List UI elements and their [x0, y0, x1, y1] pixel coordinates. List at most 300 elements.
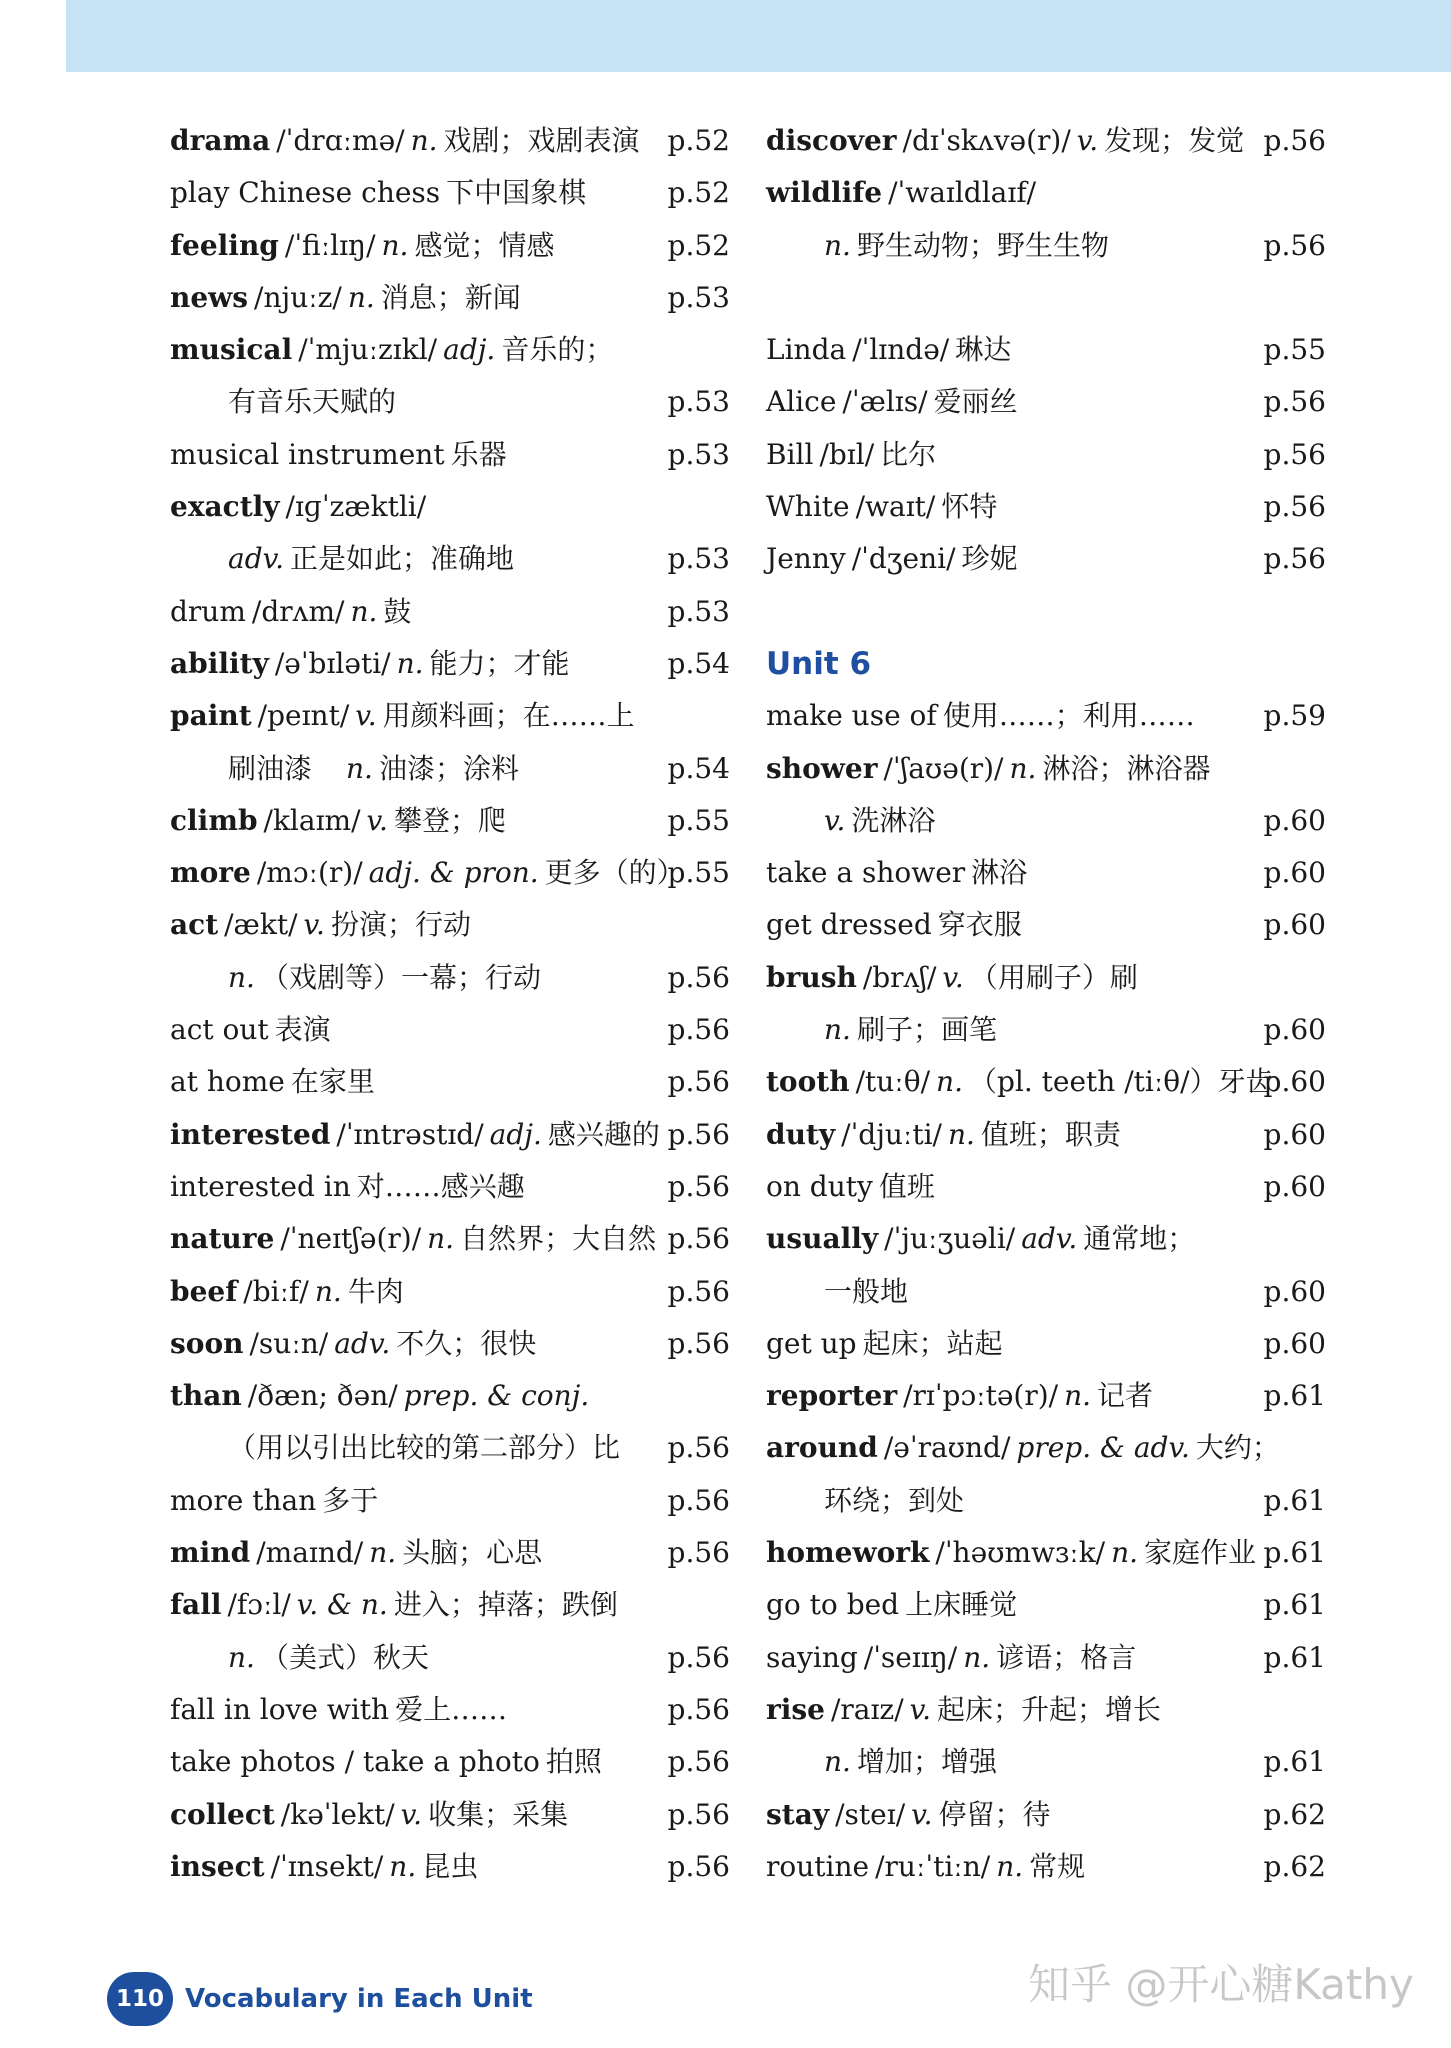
- part-of-speech: v.: [1076, 124, 1099, 157]
- headword: act: [170, 908, 219, 942]
- vocab-entry: [170, 481, 730, 533]
- headword: usually: [766, 1222, 879, 1256]
- vocab-entry: [766, 1004, 1326, 1056]
- chinese-meaning: （用以引出比较的第二部分）比: [228, 1431, 621, 1465]
- page-reference: p.56: [667, 1013, 730, 1047]
- chinese-meaning: 野生动物；野生生物: [856, 228, 1109, 262]
- phonetic: /brʌʃ/: [862, 960, 937, 994]
- chinese-meaning: 家庭作业: [1144, 1536, 1257, 1570]
- page-reference: p.56: [667, 1117, 730, 1151]
- chinese-meaning: 不久；很快: [396, 1326, 537, 1360]
- phrase: interested in: [170, 1169, 351, 1203]
- vocab-entry: [170, 847, 730, 899]
- phrase: take photos / take a photo: [170, 1745, 540, 1779]
- part-of-speech: adj.: [489, 1117, 542, 1151]
- vocab-entry: [170, 1789, 730, 1841]
- chinese-meaning: 头脑；心思: [402, 1536, 543, 1570]
- page-reference: p.56: [667, 1692, 730, 1726]
- part-of-speech: adj.: [443, 333, 496, 367]
- vocab-entry: [170, 1370, 730, 1422]
- phrase: drum: [170, 594, 246, 628]
- chinese-meaning: （用刷子）刷: [969, 960, 1138, 994]
- headword: wildlife: [766, 176, 883, 210]
- vocab-entry: [170, 115, 730, 167]
- page-reference: p.61: [1263, 1536, 1326, 1570]
- phrase: saying: [766, 1640, 858, 1674]
- vocab-entry: [766, 1579, 1326, 1631]
- page-reference: p.56: [667, 1222, 730, 1256]
- part-of-speech: n.: [410, 124, 438, 157]
- chinese-meaning: 常规: [1029, 1849, 1086, 1883]
- chinese-meaning: 乐器: [450, 437, 507, 471]
- chinese-meaning: 感觉；情感: [414, 228, 555, 262]
- phrase: Alice: [766, 385, 837, 419]
- chinese-meaning: 攀登；爬: [393, 803, 506, 837]
- headword: fall: [170, 1588, 222, 1622]
- page-reference: p.60: [1263, 1326, 1326, 1360]
- page-reference: p.52: [667, 228, 730, 262]
- phonetic: /ˈɪntrəstɪd/: [336, 1117, 484, 1151]
- part-of-speech: v.: [366, 803, 388, 837]
- chinese-meaning: 值班；职责: [980, 1117, 1121, 1151]
- vocab-entry: [170, 533, 730, 585]
- phonetic: /ˈdrɑːmə/: [276, 124, 405, 157]
- spacer: [766, 272, 1326, 324]
- page-reference: p.60: [1263, 1274, 1326, 1308]
- phonetic: /ˈseɪɪŋ/: [863, 1640, 958, 1674]
- part-of-speech: n.: [824, 1745, 851, 1779]
- vocab-entry: [170, 1109, 730, 1161]
- vocab-entry: [170, 1527, 730, 1579]
- phonetic: /ˈwaɪldlaɪf/: [888, 176, 1037, 210]
- page-reference: p.62: [1263, 1797, 1326, 1831]
- chinese-meaning: 爱丽丝: [933, 385, 1018, 419]
- chinese-meaning: （pl. teeth /tiːθ/）牙齿: [968, 1065, 1274, 1099]
- page-reference: p.56: [1263, 437, 1326, 471]
- chinese-meaning: 增加；增强: [856, 1745, 997, 1779]
- page-reference: p.56: [667, 1536, 730, 1570]
- chinese-meaning: 多于: [322, 1483, 379, 1517]
- part-of-speech: v.: [355, 699, 377, 733]
- part-of-speech: n.: [369, 1536, 397, 1570]
- vocab-entry: [170, 638, 730, 690]
- vocab-entry: [766, 1161, 1326, 1213]
- vocab-entry: [170, 1422, 730, 1474]
- chinese-meaning: 油漆；涂料: [378, 751, 519, 785]
- vocab-entry: [766, 1684, 1326, 1736]
- vocab-entry: [170, 376, 730, 428]
- chinese-meaning: 比尔: [880, 437, 937, 471]
- page-reference: p.55: [667, 803, 730, 837]
- vocab-entry: [170, 899, 730, 951]
- phrase: Linda: [766, 333, 847, 367]
- chinese-meaning: 能力；才能: [429, 646, 570, 680]
- part-of-speech: n.: [936, 1065, 963, 1099]
- part-of-speech: n.: [1064, 1379, 1092, 1413]
- part-of-speech: v.: [303, 908, 325, 942]
- vocab-entry: [766, 167, 1326, 219]
- chinese-meaning: 记者: [1097, 1379, 1154, 1413]
- vocab-entry: [766, 1789, 1326, 1841]
- chinese-meaning: 一般地: [824, 1274, 909, 1308]
- chinese-meaning: 淋浴；淋浴器: [1042, 751, 1211, 785]
- headword: around: [766, 1431, 878, 1465]
- phrase: play Chinese chess: [170, 176, 441, 210]
- phonetic: /waɪt/: [855, 490, 936, 524]
- right-column: [766, 115, 1326, 1893]
- vocab-entry: [766, 376, 1326, 428]
- headword: news: [170, 280, 249, 314]
- phonetic: /rɪˈpɔːtə(r)/: [903, 1379, 1059, 1413]
- chinese-meaning: 大约；: [1195, 1431, 1280, 1465]
- headword: beef: [170, 1274, 238, 1308]
- vocab-entry: [170, 1841, 730, 1893]
- page-reference: p.56: [667, 1274, 730, 1308]
- part-of-speech: n.: [427, 1222, 455, 1256]
- phrase: get up: [766, 1326, 857, 1360]
- part-of-speech: n.: [963, 1640, 991, 1674]
- phrase: make use of: [766, 699, 937, 733]
- chinese-meaning: 通常地；: [1083, 1222, 1196, 1256]
- headword: collect: [170, 1797, 275, 1831]
- phonetic: /raɪz/: [830, 1692, 904, 1726]
- chinese-meaning: 正是如此；准确地: [290, 542, 515, 576]
- headword: climb: [170, 803, 258, 837]
- vocab-entry: [766, 1841, 1326, 1893]
- headword: ability: [170, 646, 269, 680]
- page-reference: p.56: [667, 960, 730, 994]
- phonetic: /ˈhəʊmwɜːk/: [935, 1536, 1106, 1570]
- phrase: White: [766, 490, 850, 524]
- page-reference: p.54: [667, 646, 730, 680]
- chinese-meaning: 对……感兴趣: [356, 1169, 525, 1203]
- phonetic: /ˈʃaʊə(r)/: [883, 751, 1004, 785]
- chinese-meaning: 起床；升起；增长: [937, 1692, 1162, 1726]
- page-reference: p.61: [1263, 1640, 1326, 1674]
- vocab-entry: [766, 324, 1326, 376]
- vocab-entry: [170, 1213, 730, 1265]
- vocab-entry: [766, 481, 1326, 533]
- part-of-speech: n.: [996, 1849, 1024, 1883]
- phonetic: /klaɪm/: [263, 803, 361, 837]
- phonetic: /ˈmjuːzɪkl/: [298, 333, 438, 367]
- phrase: at home: [170, 1065, 285, 1099]
- phrase: get dressed: [766, 908, 932, 942]
- part-of-speech: n.: [381, 228, 409, 262]
- headword: duty: [766, 1117, 836, 1151]
- page-reference: p.60: [1263, 1169, 1326, 1203]
- part-of-speech: n.: [347, 280, 375, 314]
- phonetic: /dɪˈskʌvə(r)/: [902, 124, 1071, 157]
- page-reference: p.60: [1263, 1117, 1326, 1151]
- vocab-entry: [766, 690, 1326, 742]
- part-of-speech: v.: [942, 960, 964, 994]
- headword: mind: [170, 1536, 251, 1570]
- page-reference: p.56: [667, 1169, 730, 1203]
- unit-heading: Unit 6: [766, 645, 872, 682]
- vocab-entry: [766, 952, 1326, 1004]
- page-reference: p.61: [1263, 1745, 1326, 1779]
- page-reference: p.56: [667, 1640, 730, 1674]
- phonetic: /ˈfiːlɪŋ/: [284, 228, 376, 262]
- phonetic: /ˈneɪtʃə(r)/: [280, 1222, 422, 1256]
- chinese-meaning: 在家里: [290, 1065, 375, 1099]
- chinese-meaning: 值班: [878, 1169, 935, 1203]
- part-of-speech: adv.: [1021, 1222, 1078, 1256]
- chinese-meaning: 表演: [274, 1013, 331, 1047]
- phonetic: /peɪnt/: [257, 699, 350, 733]
- chinese-meaning: 爱上……: [395, 1692, 508, 1726]
- page-reference: p.52: [667, 124, 730, 157]
- part-of-speech: v.: [400, 1797, 423, 1831]
- phonetic: /ˈjuːʒuəli/: [884, 1222, 1016, 1256]
- page-reference: p.56: [1263, 124, 1326, 157]
- headword: paint: [170, 699, 252, 733]
- page-reference: p.56: [667, 1849, 730, 1883]
- phonetic: /ˈdjuːti/: [841, 1117, 942, 1151]
- vocab-entry: [170, 429, 730, 481]
- chinese-meaning: 上床睡觉: [905, 1588, 1018, 1622]
- phonetic: /ˈɪnsekt/: [270, 1849, 384, 1883]
- page-reference: p.62: [1263, 1849, 1326, 1883]
- phonetic: /suːn/: [249, 1326, 329, 1360]
- chinese-meaning: （美式）秋天: [260, 1640, 429, 1674]
- page-reference: p.53: [667, 437, 730, 471]
- vocab-entry: [766, 220, 1326, 272]
- page-reference: p.53: [667, 542, 730, 576]
- vocab-entry: [766, 1632, 1326, 1684]
- vocab-entry: [766, 1736, 1326, 1788]
- phonetic: /bɪl/: [819, 437, 875, 471]
- vocab-entry: [766, 1422, 1326, 1474]
- vocab-entry: [170, 743, 730, 795]
- vocab-entry: [766, 1527, 1326, 1579]
- vocab-entry: [766, 1370, 1326, 1422]
- phonetic: /mɔː(r)/: [256, 856, 363, 890]
- phonetic: /ækt/: [224, 908, 298, 942]
- phonetic: /fɔːl/: [227, 1588, 291, 1622]
- page-reference: p.61: [1263, 1483, 1326, 1517]
- part-of-speech: prep. & adv.: [1016, 1431, 1190, 1465]
- part-of-speech: adv.: [228, 542, 285, 576]
- headword: interested: [170, 1117, 331, 1151]
- chinese-meaning: 进入；掉落；跌倒: [393, 1588, 618, 1622]
- phrase: take a shower: [766, 856, 966, 890]
- part-of-speech: n.: [824, 228, 851, 262]
- chinese-meaning: 停留；待: [938, 1797, 1051, 1831]
- chinese-meaning: 下中国象棋: [446, 176, 587, 210]
- chinese-meaning: 昆虫: [422, 1849, 479, 1883]
- page-reference: p.60: [1263, 803, 1326, 837]
- chinese-meaning: 扮演；行动: [330, 908, 471, 942]
- page-reference: p.60: [1263, 1013, 1326, 1047]
- chinese-meaning: （戏剧等）一幕；行动: [260, 960, 541, 994]
- chinese-meaning: 起床；站起: [862, 1326, 1003, 1360]
- vocab-entry: [766, 1318, 1326, 1370]
- page-reference: p.53: [667, 280, 730, 314]
- headword: soon: [170, 1326, 244, 1360]
- headword: reporter: [766, 1379, 898, 1413]
- part-of-speech: v.: [909, 1692, 932, 1726]
- vocab-entry: [766, 847, 1326, 899]
- chinese-meaning: 刷子；画笔: [856, 1013, 997, 1047]
- vocab-entry: [766, 533, 1326, 585]
- part-of-speech: n.: [947, 1117, 975, 1151]
- chinese-meaning: 穿衣服: [937, 908, 1022, 942]
- page-reference: p.56: [1263, 542, 1326, 576]
- vocab-entry: [170, 1475, 730, 1527]
- headword: than: [170, 1379, 242, 1413]
- phonetic: /ˈælɪs/: [842, 385, 928, 419]
- page-reference: p.54: [667, 751, 730, 785]
- chinese-meaning: 有音乐天赋的: [228, 385, 397, 419]
- phonetic: /maɪnd/: [256, 1536, 364, 1570]
- chinese-meaning: 刷油漆: [228, 751, 313, 785]
- chinese-meaning: 鼓: [383, 594, 412, 628]
- page-reference: p.60: [1263, 856, 1326, 890]
- phrase: musical instrument: [170, 437, 445, 471]
- vocab-entry: [766, 429, 1326, 481]
- phrase: Bill: [766, 437, 814, 471]
- vocab-entry: [766, 1109, 1326, 1161]
- vocab-entry: [766, 115, 1326, 167]
- vocab-entry: [170, 1684, 730, 1736]
- part-of-speech: n.: [824, 1013, 851, 1047]
- vocab-entry: [766, 899, 1326, 951]
- part-of-speech: n.: [228, 1640, 255, 1674]
- chinese-meaning: 使用……；利用……: [942, 699, 1195, 733]
- part-of-speech: n.: [350, 594, 378, 628]
- vocab-entry: [170, 1736, 730, 1788]
- page-reference: p.56: [667, 1745, 730, 1779]
- part-of-speech: n.: [389, 1849, 417, 1883]
- phonetic: /biːf/: [243, 1274, 309, 1308]
- phonetic: /njuːz/: [254, 280, 342, 314]
- part-of-speech: n.: [318, 751, 373, 785]
- part-of-speech: n.: [396, 646, 424, 680]
- phonetic: /steɪ/: [835, 1797, 906, 1831]
- vocab-entry: [170, 1266, 730, 1318]
- page-reference: p.61: [1263, 1379, 1326, 1413]
- chinese-meaning: 拍照: [545, 1745, 602, 1779]
- vocab-entry: [170, 952, 730, 1004]
- phrase: on duty: [766, 1169, 873, 1203]
- page-reference: p.56: [667, 1797, 730, 1831]
- page-reference: p.59: [1263, 699, 1326, 733]
- footer-title: Vocabulary in Each Unit: [185, 1984, 533, 2014]
- part-of-speech: adj. & pron.: [368, 856, 539, 890]
- headword: exactly: [170, 490, 280, 524]
- vocab-entry: [170, 690, 730, 742]
- vocab-entry: [170, 1056, 730, 1108]
- headword: stay: [766, 1797, 830, 1831]
- page-reference: p.52: [667, 176, 730, 210]
- chinese-meaning: 牛肉: [347, 1274, 404, 1308]
- headword: tooth: [766, 1065, 850, 1099]
- page-reference: p.60: [1263, 1065, 1326, 1099]
- vocab-entry: [766, 1056, 1326, 1108]
- chinese-meaning: 淋浴: [971, 856, 1028, 890]
- phonetic: /ɪɡˈzæktli/: [285, 490, 427, 524]
- page-reference: p.56: [1263, 490, 1326, 524]
- phonetic: /ˈlɪndə/: [852, 333, 950, 367]
- phonetic: /əˈraʊnd/: [883, 1431, 1011, 1465]
- phrase: Jenny: [766, 542, 846, 576]
- phrase: routine: [766, 1849, 870, 1883]
- chinese-meaning: 消息；新闻: [380, 280, 521, 314]
- vocab-entry: [170, 272, 730, 324]
- headword: discover: [766, 124, 897, 157]
- vocab-entry: [170, 795, 730, 847]
- vocab-entry: [766, 743, 1326, 795]
- part-of-speech: n.: [314, 1274, 342, 1308]
- page-reference: p.56: [667, 1065, 730, 1099]
- chinese-meaning: 音乐的；: [501, 333, 614, 367]
- page-reference: p.53: [667, 594, 730, 628]
- page-reference: p.56: [667, 1431, 730, 1465]
- headword: drama: [170, 124, 271, 157]
- phonetic: /tuːθ/: [855, 1065, 931, 1099]
- page-reference: p.56: [667, 1483, 730, 1517]
- part-of-speech: v. & n.: [296, 1588, 388, 1622]
- vocab-entry: [170, 1579, 730, 1631]
- page-reference: p.55: [1263, 333, 1326, 367]
- chinese-meaning: 怀特: [941, 490, 998, 524]
- vocab-entry: [170, 324, 730, 376]
- phonetic: /ðæn; ðən/: [247, 1379, 398, 1413]
- vocab-entry: [170, 220, 730, 272]
- part-of-speech: prep. & conj.: [403, 1379, 590, 1413]
- vocab-entry: [766, 1475, 1326, 1527]
- chinese-meaning: 用颜料画；在……上: [382, 699, 635, 733]
- vocab-entry: [766, 795, 1326, 847]
- headword: homework: [766, 1536, 930, 1570]
- phonetic: /kəˈlekt/: [280, 1797, 395, 1831]
- part-of-speech: n.: [1111, 1536, 1139, 1570]
- chinese-meaning: 感兴趣的: [547, 1117, 660, 1151]
- header-band: [66, 0, 1451, 72]
- chinese-meaning: 戏剧；戏剧表演: [443, 124, 640, 157]
- headword: more: [170, 856, 251, 890]
- page-reference: p.56: [667, 1326, 730, 1360]
- phrase: fall in love with: [170, 1692, 390, 1726]
- vocab-entry: [766, 1266, 1326, 1318]
- part-of-speech: v.: [911, 1797, 933, 1831]
- page-reference: p.56: [1263, 385, 1326, 419]
- vocab-entry: [170, 1632, 730, 1684]
- chinese-meaning: 自然界；大自然: [460, 1222, 657, 1256]
- chinese-meaning: 谚语；格言: [996, 1640, 1137, 1674]
- phonetic: /drʌm/: [251, 594, 345, 628]
- headword: feeling: [170, 228, 279, 262]
- chinese-meaning: 洗淋浴: [851, 803, 936, 837]
- phrase: go to bed: [766, 1588, 900, 1622]
- page-reference: p.60: [1263, 908, 1326, 942]
- page-reference: p.56: [1263, 228, 1326, 262]
- part-of-speech: n.: [228, 960, 255, 994]
- vocab-entry: [170, 1004, 730, 1056]
- phonetic: /ˈdʒeni/: [851, 542, 956, 576]
- phonetic: /əˈbɪləti/: [274, 646, 391, 680]
- vocab-entry: [170, 1318, 730, 1370]
- page-reference: p.61: [1263, 1588, 1326, 1622]
- part-of-speech: v.: [824, 803, 846, 837]
- vocab-entry: [766, 1213, 1326, 1265]
- headword: insect: [170, 1849, 265, 1883]
- left-column: [170, 115, 730, 1893]
- page-reference: p.55: [667, 856, 730, 890]
- headword: brush: [766, 960, 857, 994]
